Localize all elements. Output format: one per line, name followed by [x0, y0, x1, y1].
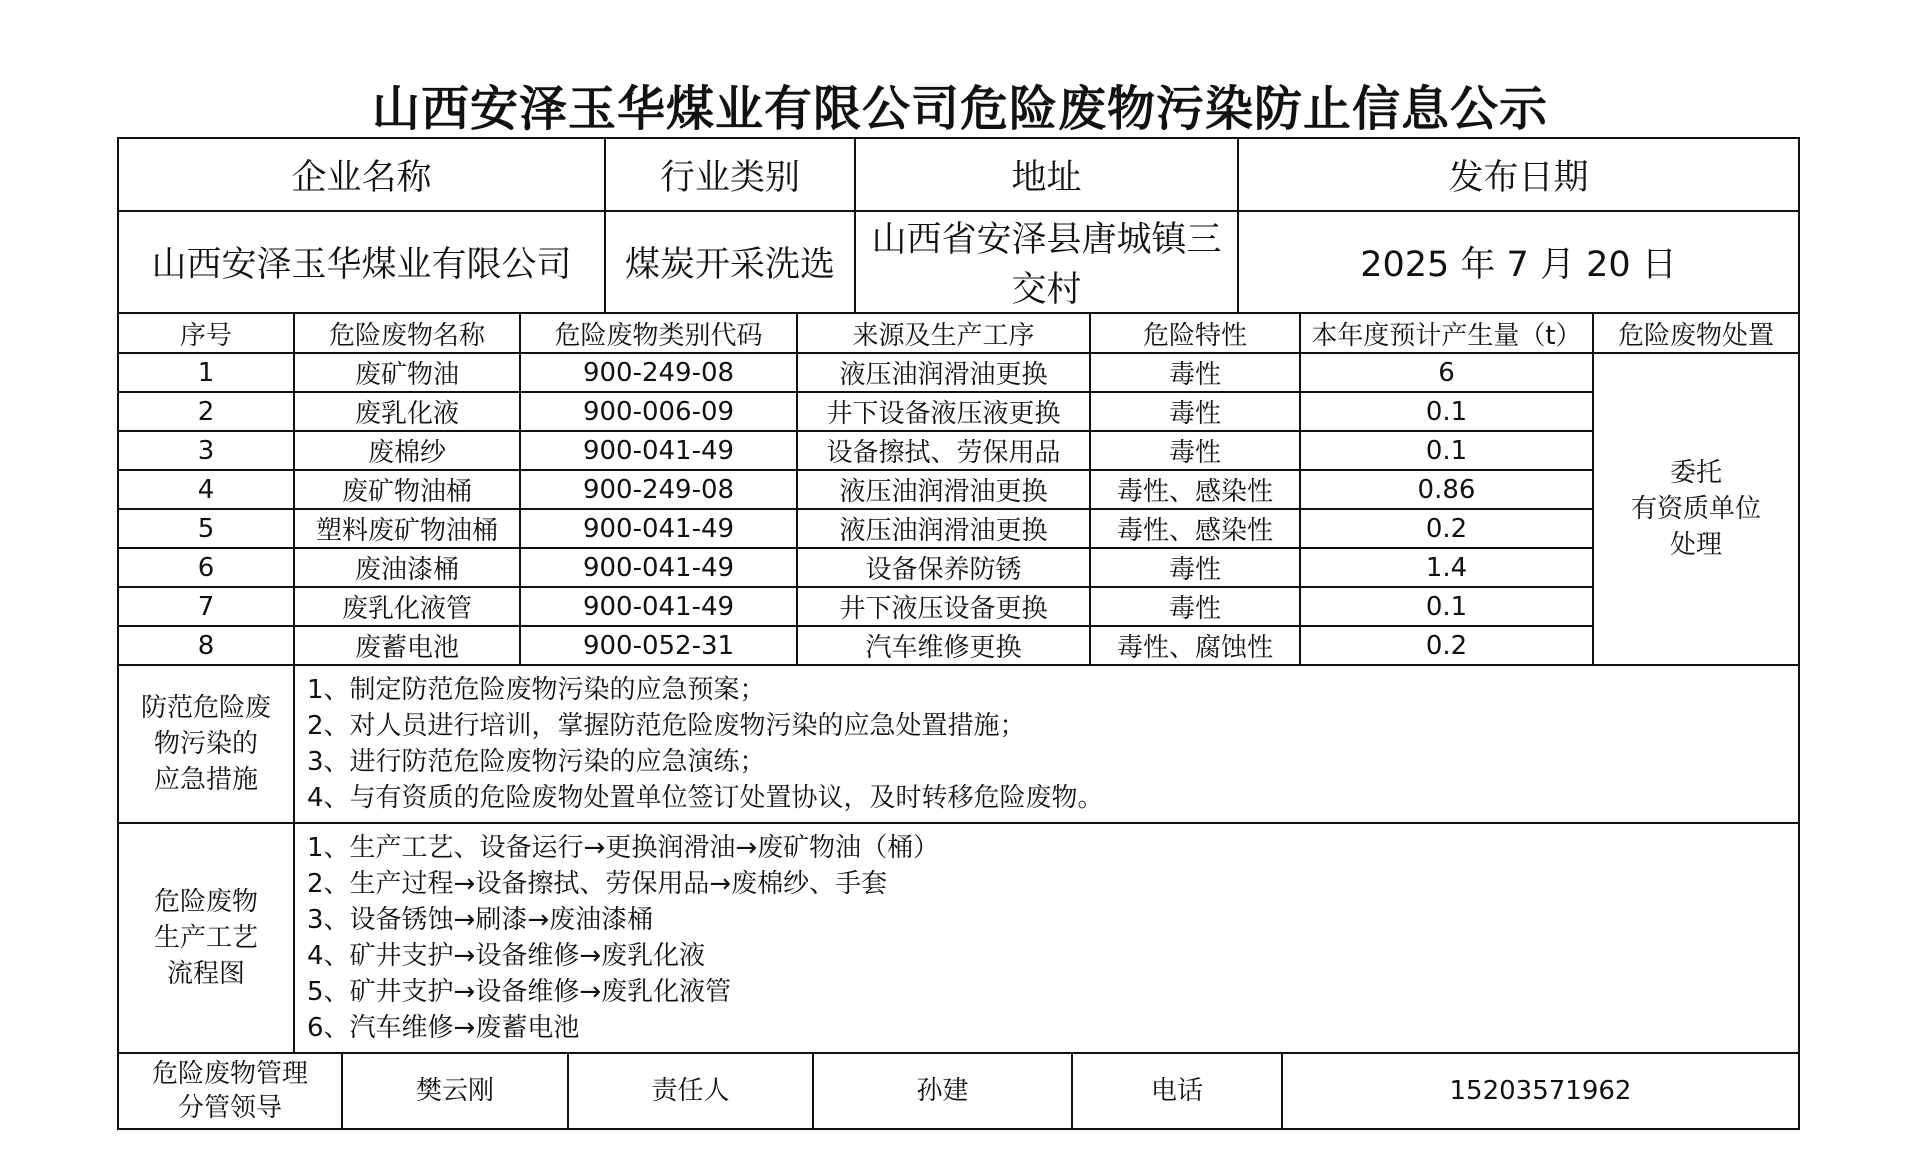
page-title: 山西安泽玉华煤业有限公司危险废物污染防止信息公示: [371, 81, 1548, 137]
measures-table: [117, 664, 1800, 1054]
row-amount: 0.1: [1300, 431, 1593, 470]
list-item: 1、制定防范危险废物污染的应急预案；: [307, 675, 766, 705]
disposal-line-2: 有资质单位: [1630, 494, 1761, 524]
row-amount: 0.2: [1300, 626, 1593, 665]
col-header-amount: 本年度预计产生量（t）: [1300, 313, 1593, 353]
row-no: 3: [118, 431, 294, 470]
disposal-line-1: 委托: [1669, 458, 1722, 488]
table-row: [118, 470, 1799, 509]
row-name: 废蓄电池: [294, 626, 520, 665]
row-name: 塑料废矿物油桶: [294, 509, 520, 548]
management-row: [118, 1053, 1799, 1129]
row-source: 井下液压设备更换: [797, 587, 1090, 626]
col-header-hazard: 危险特性: [1090, 313, 1300, 353]
responsible-label: 责任人: [568, 1053, 813, 1129]
list-item: 5、矿井支护→设备维修→废乳化液管: [307, 977, 732, 1007]
row-no: 8: [118, 626, 294, 665]
disposal-line-3: 处理: [1669, 530, 1722, 560]
waste-table-header: [118, 313, 1799, 353]
process-label-line-1: 危险废物: [153, 887, 258, 917]
publish-date-value: 2025 年 7 月 20 日: [1238, 211, 1799, 313]
row-source: 井下设备液压液更换: [797, 392, 1090, 431]
row-no: 4: [118, 470, 294, 509]
row-code: 900-249-08: [520, 470, 797, 509]
row-name: 废乳化液管: [294, 587, 520, 626]
row-amount: 0.1: [1300, 587, 1593, 626]
table-row: [118, 353, 1799, 392]
row-hazard: 毒性: [1090, 587, 1300, 626]
process-row: [118, 823, 1799, 1053]
row-amount: 0.1: [1300, 392, 1593, 431]
leader-label-line-1: 危险废物管理: [151, 1059, 308, 1089]
row-source: 设备保养防锈: [797, 548, 1090, 587]
table-row: [118, 548, 1799, 587]
row-hazard: 毒性: [1090, 431, 1300, 470]
col-header-source: 来源及生产工序: [797, 313, 1090, 353]
row-code: 900-006-09: [520, 392, 797, 431]
row-no: 5: [118, 509, 294, 548]
company-name-value: 山西安泽玉华煤业有限公司: [118, 211, 605, 313]
row-no: 6: [118, 548, 294, 587]
row-hazard: 毒性: [1090, 548, 1300, 587]
row-hazard: 毒性、感染性: [1090, 470, 1300, 509]
company-info-table: [117, 137, 1800, 314]
leader-label: [118, 1053, 342, 1129]
process-label-line-2: 生产工艺: [153, 923, 258, 953]
emergency-label-line-3: 应急措施: [153, 765, 258, 795]
row-amount: 6: [1300, 353, 1593, 392]
row-name: 废乳化液: [294, 392, 520, 431]
row-code: 900-041-49: [520, 509, 797, 548]
emergency-label-line-2: 物污染的: [153, 729, 258, 759]
address-value: 山西省安泽县唐城镇三交村: [855, 211, 1238, 313]
company-name-label: 企业名称: [118, 138, 605, 211]
row-source: 液压油润滑油更换: [797, 509, 1090, 548]
list-item: 3、进行防范危险废物污染的应急演练；: [307, 747, 766, 777]
row-no: 2: [118, 392, 294, 431]
list-item: 2、对人员进行培训，掌握防范危险废物污染的应急处置措施；: [307, 711, 1026, 741]
row-source: 设备擦拭、劳保用品: [797, 431, 1090, 470]
list-item: 4、与有资质的危险废物处置单位签订处置协议，及时转移危险废物。: [307, 783, 1104, 813]
list-item: 4、矿井支护→设备维修→废乳化液: [307, 941, 706, 971]
disposal-cell: [1593, 353, 1799, 665]
row-code: 900-041-49: [520, 587, 797, 626]
row-amount: 1.4: [1300, 548, 1593, 587]
list-item: 6、汽车维修→废蓄电池: [307, 1013, 580, 1043]
col-header-name: 危险废物名称: [294, 313, 520, 353]
address-label: 地址: [855, 138, 1238, 211]
emergency-row: [118, 665, 1799, 823]
row-source: 液压油润滑油更换: [797, 470, 1090, 509]
process-label: [118, 823, 294, 1053]
row-code: 900-052-31: [520, 626, 797, 665]
row-code: 900-249-08: [520, 353, 797, 392]
emergency-measures: [294, 665, 1799, 823]
phone-label: 电话: [1072, 1053, 1282, 1129]
col-header-disposal: 危险废物处置: [1593, 313, 1799, 353]
row-name: 废棉纱: [294, 431, 520, 470]
row-hazard: 毒性、腐蚀性: [1090, 626, 1300, 665]
table-row: [118, 587, 1799, 626]
row-hazard: 毒性: [1090, 392, 1300, 431]
table-row: [118, 431, 1799, 470]
company-value-row: [118, 211, 1799, 313]
table-row: [118, 626, 1799, 665]
publish-date-label: 发布日期: [1238, 138, 1799, 211]
row-amount: 0.2: [1300, 509, 1593, 548]
info-form: [117, 137, 1798, 1130]
col-header-no: 序号: [118, 313, 294, 353]
row-hazard: 毒性: [1090, 353, 1300, 392]
phone-value: 15203571962: [1282, 1053, 1799, 1129]
row-no: 7: [118, 587, 294, 626]
list-item: 2、生产过程→设备擦拭、劳保用品→废棉纱、手套: [307, 869, 888, 899]
col-header-code: 危险废物类别代码: [520, 313, 797, 353]
process-label-line-3: 流程图: [166, 959, 245, 989]
leader-label-line-2: 分管领导: [177, 1093, 282, 1123]
row-code: 900-041-49: [520, 548, 797, 587]
row-code: 900-041-49: [520, 431, 797, 470]
waste-table: [117, 312, 1800, 666]
leader-name: 樊云刚: [342, 1053, 568, 1129]
emergency-label: [118, 665, 294, 823]
row-name: 废油漆桶: [294, 548, 520, 587]
list-item: 1、生产工艺、设备运行→更换润滑油→废矿物油（桶）: [307, 833, 940, 863]
table-row: [118, 509, 1799, 548]
row-source: 液压油润滑油更换: [797, 353, 1090, 392]
industry-value: 煤炭开采洗选: [605, 211, 855, 313]
row-name: 废矿物油桶: [294, 470, 520, 509]
company-header-row: [118, 138, 1799, 211]
process-flow: [294, 823, 1799, 1053]
industry-label: 行业类别: [605, 138, 855, 211]
management-table: [117, 1052, 1800, 1130]
row-source: 汽车维修更换: [797, 626, 1090, 665]
list-item: 3、设备锈蚀→刷漆→废油漆桶: [307, 905, 654, 935]
row-name: 废矿物油: [294, 353, 520, 392]
row-no: 1: [118, 353, 294, 392]
row-amount: 0.86: [1300, 470, 1593, 509]
table-row: [118, 392, 1799, 431]
emergency-label-line-1: 防范危险废: [140, 693, 271, 723]
responsible-name: 孙建: [813, 1053, 1072, 1129]
row-hazard: 毒性、感染性: [1090, 509, 1300, 548]
